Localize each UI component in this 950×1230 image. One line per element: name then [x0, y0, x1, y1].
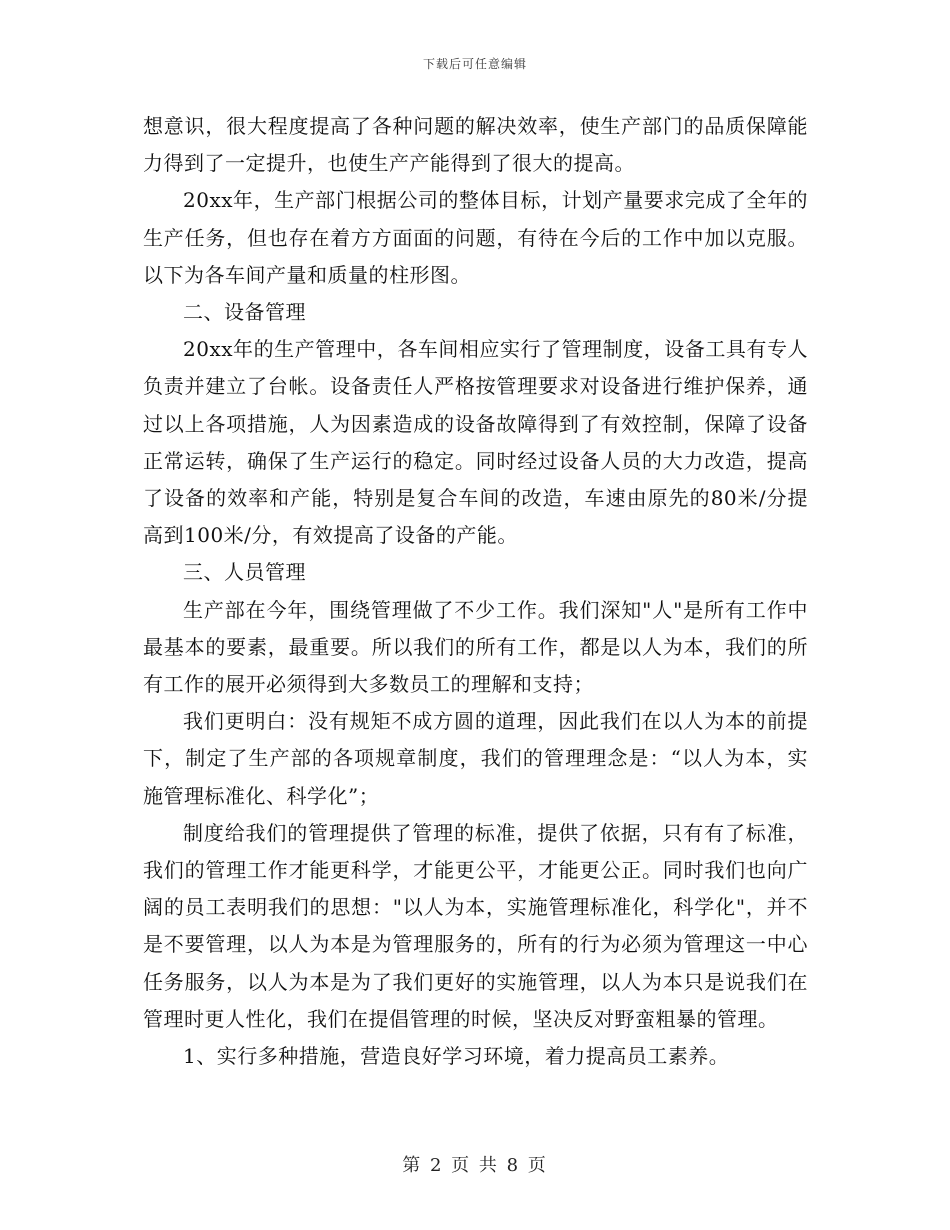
page-number-footer: 第 2 页 共 8 页: [402, 1155, 548, 1176]
paragraph-7: 我们更明白：没有规矩不成方圆的道理，因此我们在以人为本的前提下，制定了生产部的各项规章制度，我们的管理理念是：“以人为本，实施管理标准化、科学化”；: [143, 709, 808, 808]
paragraph-1: 想意识，很大程度提高了各种问题的解决效率，使生产部门的品质保障能力得到了一定提升，也使生产产能得到了很大的提高。: [143, 114, 808, 176]
document-body: [143, 108, 808, 1075]
list-item-1: 1、实行多种措施，营造良好学习环境，着力提高员工素养。: [183, 1044, 730, 1069]
paragraph-2: 20xx年，生产部门根据公司的整体目标，计划产量要求完成了全年的生产任务，但也存在着方方面面的问题，有待在今后的工作中加以克服。以下为各车间产量和质量的柱形图。: [143, 188, 808, 287]
paragraph-4: 20xx年的生产管理中，各车间相应实行了管理制度，设备工具有专人负责并建立了台帐。设备责任人严格按管理要求对设备进行维护保养，通过以上各项措施，人为因素造成的设备故障得到了有效控制，保障了设备正常运转，确保了生产运行的稳定。同时经过设备人员的大力改造，提高了设备的效率和产能，特别是复合车间的改造，车速由原先的80米/分提高到100米/分，有效提高了设备的产能。: [143, 337, 808, 548]
page-header: 下载后可任意编辑: [422, 57, 527, 71]
paragraph-8: 制度给我们的管理提供了管理的标准，提供了依据，只有有了标准，我们的管理工作才能更科学，才能更公平，才能更公正。同时我们也向广阔的员工表明我们的思想："以人为本，实施管理标准化，科学化"，并不是不要管理，以人为本是为管理服务的，所有的行为必须为管理这一中心任务服务，以人为本是为了我们更好的实施管理，以人为本只是说我们在管理时更人性化，我们在提倡管理的时候，坚决反对野蛮粗暴的管理。: [143, 820, 808, 1031]
section-heading-personnel: 三、人员管理: [183, 560, 306, 585]
paragraph-6: 生产部在今年，围绕管理做了不少工作。我们深知"人"是所有工作中最基本的要素，最重要。所以我们的所有工作，都是以人为本，我们的所有工作的展开必须得到大多数员工的理解和支持；: [143, 597, 808, 697]
section-heading-equipment: 二、设备管理: [183, 300, 306, 325]
